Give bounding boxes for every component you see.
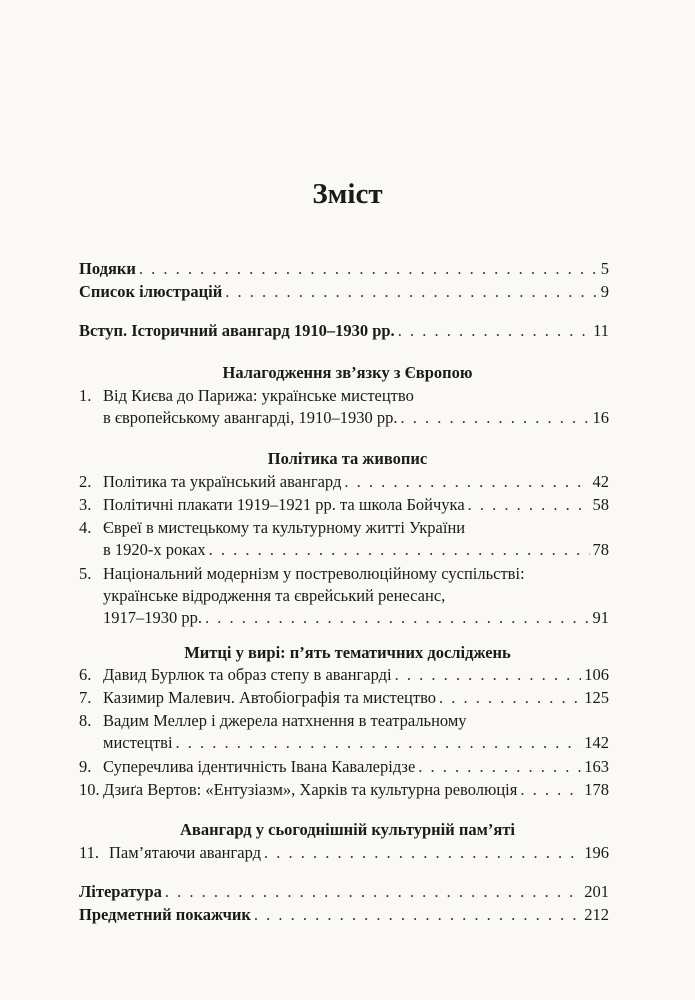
leader-dots (176, 732, 582, 754)
entry-page: 58 (592, 495, 609, 514)
toc-chapter-9[interactable] (79, 756, 609, 778)
chapter-title-line: Євреї в мистецькому та культурному житті України (103, 518, 466, 537)
chapter-title-line: українське відродження та єврейський ренесанс, (103, 586, 446, 605)
toc-chapter-7[interactable] (79, 687, 609, 709)
leader-dots (205, 607, 590, 629)
entry-page: 142 (584, 733, 609, 752)
entry-label: Література (79, 882, 162, 901)
entry-page: 196 (584, 843, 609, 862)
entry-label: Предметний покажчик (79, 905, 251, 924)
toc-chapter-8[interactable] (79, 710, 609, 754)
entry-page: 78 (592, 540, 609, 559)
toc-entry-introduction[interactable] (79, 320, 609, 342)
chapter-title-line: 1917–1930 рр. (103, 608, 202, 627)
chapter-number: 5. (79, 564, 92, 583)
chapter-number: 2. (79, 472, 92, 491)
toc-chapter-11[interactable] (79, 842, 609, 864)
leader-dots (225, 281, 598, 303)
toc-entry-acknowledgements[interactable] (79, 258, 609, 280)
toc-chapter-4[interactable] (79, 517, 609, 561)
chapter-title-line: мистецтві (103, 733, 173, 752)
chapter-title-line: Давид Бурлюк та образ степу в авангарді (103, 665, 392, 684)
leader-dots (165, 881, 581, 903)
leader-dots (468, 494, 590, 516)
chapter-title-line: Від Києва до Парижа: українське мистецтво (103, 386, 414, 405)
leader-dots (520, 779, 581, 801)
toc-entry-index[interactable] (79, 904, 609, 926)
chapter-number: 1. (79, 386, 92, 405)
leader-dots (254, 904, 581, 926)
entry-label: Подяки (79, 259, 136, 278)
leader-dots (264, 842, 581, 864)
chapter-title-line: в 1920-х роках (103, 540, 206, 559)
chapter-title-line: Політичні плакати 1919–1921 рр. та школа Бойчука (103, 495, 465, 514)
entry-page: 11 (593, 321, 609, 340)
entry-page: 5 (600, 259, 609, 278)
chapter-number: 10. (79, 780, 100, 799)
chapter-number: 9. (79, 757, 92, 776)
chapter-title-line: Національний модернізм у постреволюційному суспільстві: (103, 564, 525, 583)
chapter-title-line: Вадим Меллер і джерела натхнення в театральному (103, 711, 467, 730)
leader-dots (439, 687, 581, 709)
chapter-title-line: Пам’ятаючи авангард (109, 843, 262, 862)
section-heading: Налагодження зв’язку з Європою (222, 363, 473, 382)
entry-page: 106 (584, 665, 609, 684)
chapter-title-line: Політика та український авангард (103, 472, 342, 491)
chapter-title-line: Казимир Малевич. Автобіографія та мистецтво (103, 688, 437, 707)
toc-chapter-1[interactable] (79, 385, 609, 429)
toc-entry-illustrations[interactable] (79, 281, 609, 303)
chapter-number: 11. (79, 843, 100, 862)
entry-label: Список ілюстрацій (79, 282, 223, 301)
entry-label: Вступ. Історичний авангард 1910–1930 рр. (79, 321, 395, 340)
toc-chapter-3[interactable] (79, 494, 609, 516)
chapter-number: 4. (79, 518, 92, 537)
leader-dots (344, 471, 589, 493)
leader-dots (400, 407, 589, 429)
chapter-number: 8. (79, 711, 92, 730)
chapter-number: 7. (79, 688, 92, 707)
entry-page: 201 (584, 882, 609, 901)
toc-chapter-10[interactable] (79, 779, 609, 801)
leader-dots (398, 320, 590, 342)
section-heading: Політика та живопис (267, 449, 428, 468)
leader-dots (209, 539, 590, 561)
chapter-number: 3. (79, 495, 92, 514)
entry-page: 16 (592, 408, 609, 427)
leader-dots (395, 664, 582, 686)
entry-page: 42 (592, 472, 609, 491)
leader-dots (139, 258, 598, 280)
toc-chapter-5[interactable] (79, 563, 609, 629)
toc-chapter-6[interactable] (79, 664, 609, 686)
entry-page: 178 (584, 780, 609, 799)
toc-chapter-2[interactable] (79, 471, 609, 493)
toc-entry-literature[interactable] (79, 881, 609, 903)
section-heading: Митці у вирі: п’ять тематичних досліджень (184, 643, 511, 662)
entry-page: 91 (592, 608, 609, 627)
entry-page: 212 (584, 905, 609, 924)
page-title: Зміст (312, 178, 383, 210)
entry-page: 163 (584, 757, 609, 776)
chapter-title-line: в європейському авангарді, 1910–1930 рр. (103, 408, 398, 427)
chapter-title-line: Суперечлива ідентичність Івана Кавалерідзе (103, 757, 416, 776)
leader-dots (418, 756, 581, 778)
section-heading: Авангард у сьогоднішній культурній пам’яті (180, 820, 515, 839)
entry-page: 9 (600, 282, 609, 301)
chapter-number: 6. (79, 665, 92, 684)
entry-page: 125 (584, 688, 609, 707)
chapter-title-line: Дзиґа Вертов: «Ентузіазм», Харків та культурна революція (103, 780, 518, 799)
